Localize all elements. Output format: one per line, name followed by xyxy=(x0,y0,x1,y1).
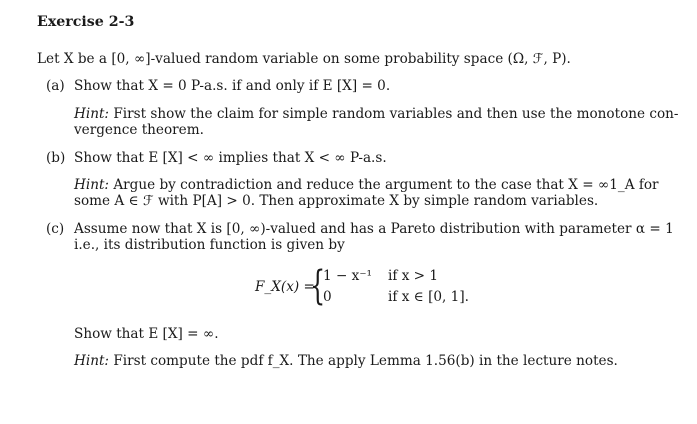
part-b-label: (b) xyxy=(46,150,66,166)
part-c-statement-line1: Assume now that X is [0, ∞)-valued and has a Pareto distribution with parameter α = 1 xyxy=(74,221,674,237)
formula-case2-condition: if x ∈ [0, 1]. xyxy=(388,289,469,305)
part-b-hint-text: Argue by contradiction and reduce the argument to the case that X = ∞1_A for xyxy=(113,177,659,193)
part-a-hint-text: First show the claim for simple random variables and then use the monotone con- xyxy=(113,106,679,122)
part-c-show-line: Show that E [X] = ∞. xyxy=(74,326,219,342)
part-b-hint-line2: some A ∈ ℱ with P[A] > 0. Then approximate X by simple random variables. xyxy=(74,193,599,209)
formula-case1-value: 1 − x⁻¹ xyxy=(323,268,372,284)
part-c-hint-line xyxy=(74,353,618,370)
formula-brace: { xyxy=(310,263,326,309)
part-b-hint-label: Hint: xyxy=(74,177,109,193)
exercise-title: Exercise 2-3 xyxy=(37,14,135,30)
part-a-hint-line2: vergence theorem. xyxy=(74,122,204,138)
part-a-hint-line1 xyxy=(74,106,679,123)
part-a-hint-label: Hint: xyxy=(74,106,109,122)
formula-lhs: F_X(x) = xyxy=(255,279,315,295)
part-c-hint-text: First compute the pdf f_X. The apply Lemma 1.56(b) in the lecture notes. xyxy=(113,353,618,369)
part-c-hint-label: Hint: xyxy=(74,353,109,369)
formula-case2-value: 0 xyxy=(323,289,332,305)
formula-case1-condition: if x > 1 xyxy=(388,268,439,284)
exercise-intro: Let X be a [0, ∞]-valued random variable on some probability space (Ω, ℱ, P). xyxy=(37,51,571,67)
part-a-label: (a) xyxy=(46,78,65,94)
part-c-statement-line2: i.e., its distribution function is given by xyxy=(74,237,345,253)
part-a-statement: Show that X = 0 P-a.s. if and only if E [X] = 0. xyxy=(74,78,391,94)
part-b-statement: Show that E [X] < ∞ implies that X < ∞ P-a.s. xyxy=(74,150,387,166)
part-b-hint-line1 xyxy=(74,177,659,194)
part-c-label: (c) xyxy=(46,221,65,237)
